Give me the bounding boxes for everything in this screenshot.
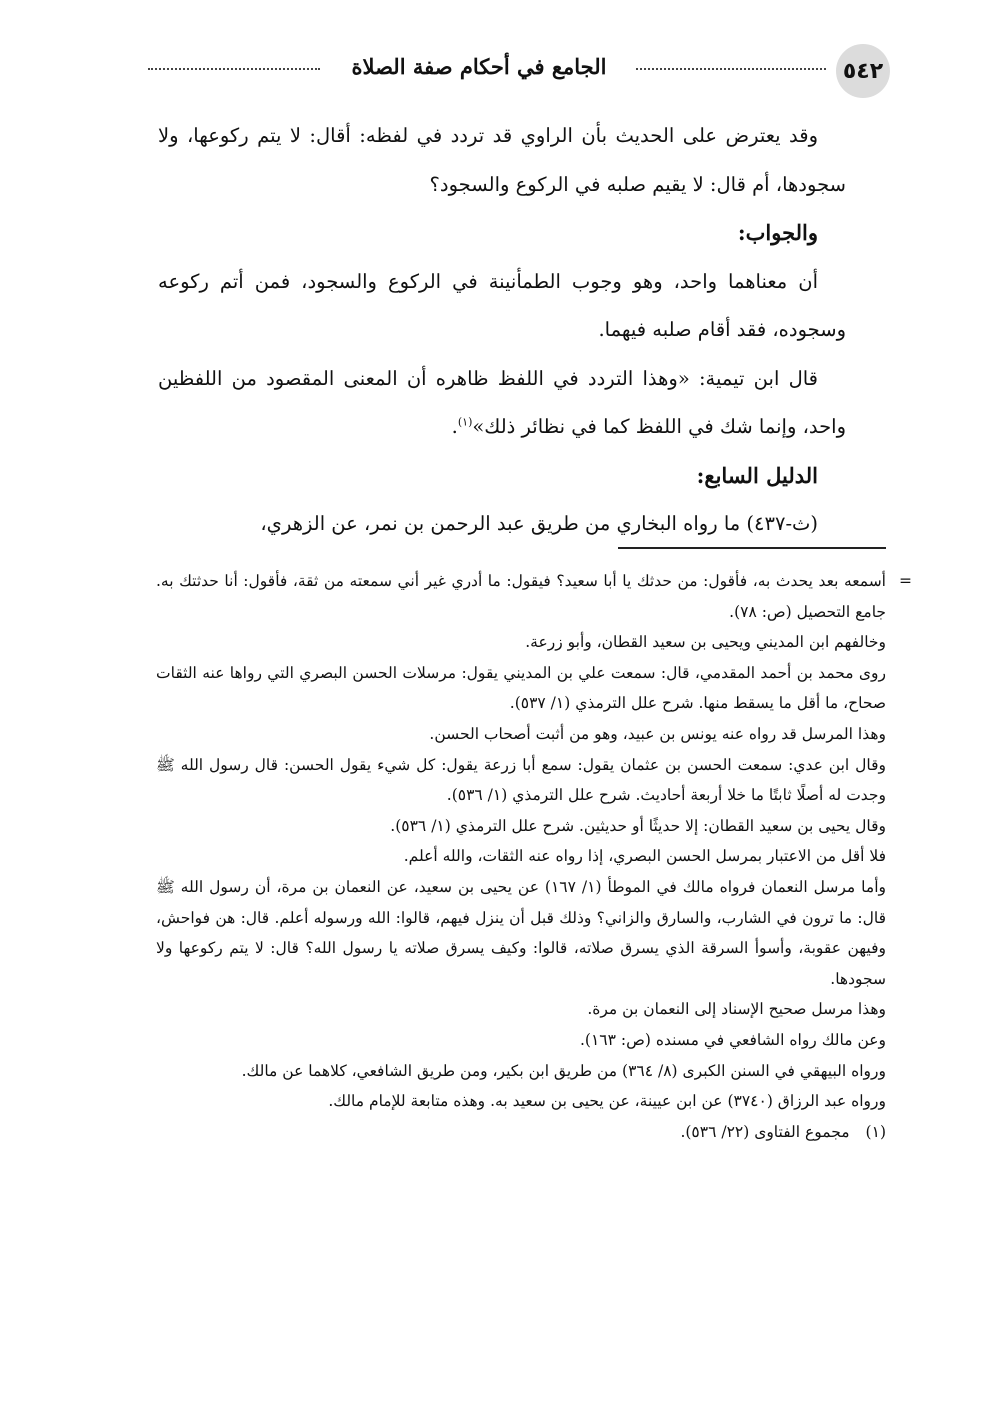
footnote-text: مجموع الفتاوى (٢٢/ ٥٣٦). <box>680 1122 850 1141</box>
continuation-marker: = <box>899 572 912 590</box>
main-text <box>158 112 846 549</box>
footnote-1 <box>156 1117 886 1148</box>
footnote-line: وأما مرسل النعمان فرواه مالك في الموطأ (١/ ١٦٧) عن يحيى بن سعيد، عن النعمان بن مرة، أن رسول الله ﷺ قال: ما ترون في الشارب، والسارق والزاني؟ وذلك قبل أن ينزل فيهم، قالوا: الله ورسوله أعلم. قال: هن فواحش، وفيهن عقوبة، وأسوأ السرقة الذي يسرق صلاته، قالوا: وكيف يسرق صلاته يا رسول الله؟ قال: لا يتم ركوعها ولا سجودها. <box>156 877 886 988</box>
section-heading: الدليل السابع: <box>696 462 818 488</box>
footnote-line: ورواه البيهقي في السنن الكبرى (٨/ ٣٦٤) من طريق ابن بكير، ومن طريق الشافعي، كلاهما عن مالك. <box>241 1061 886 1080</box>
footnote-line: روى محمد بن أحمد المقدمي، قال: سمعت علي بن المديني يقول: مرسلات الحسن البصري التي رواها عنه الثقات صحاح، ما أقل ما يسقط منها. شرح علل الترمذي (١/ ٥٣٧). <box>156 663 886 713</box>
answer-label: والجواب: <box>737 220 818 245</box>
footnote-line: وهذا مرسل صحيح الإسناد إلى النعمان بن مرة. <box>587 1000 886 1019</box>
footnote-line: وقال ابن عدي: سمعت الحسن بن عثمان يقول: سمع أبا زرعة يقول: كل شيء يقول الحسن: قال رسول الله ﷺ وجدت له أصلًا ثابتًا ما خلا أربعة أحاديث. شرح علل الترمذي (١/ ٥٣٦). <box>156 755 886 805</box>
footnote-number: (١) <box>865 1122 886 1141</box>
footnote-line-text: أسمعه بعد يحدث به، فأقول: من حدثك يا أبا سعيد؟ فيقول: ما أدري غير أني سمعته من ثقة، فأقول: أنا حدثتك به. جامع التحصيل (ص: ٧٨). <box>156 572 886 621</box>
header-dotted-rule-right <box>636 68 826 70</box>
page-header <box>140 44 890 96</box>
header-dotted-rule-left <box>148 68 320 70</box>
paragraph-objection: وقد يعترض على الحديث بأن الراوي قد تردد في لفظه: أقال: لا يتم ركوعها، ولا سجودها، أم قال: لا يقيم صلبه في الركوع والسجود؟ <box>158 124 846 196</box>
paragraph-ibn-taymiyyah <box>158 355 846 452</box>
page-number: ٥٤٢ <box>836 44 890 98</box>
quote-text: قال ابن تيمية: «وهذا التردد في اللفظ ظاهره أن المعنى المقصود من اللفظين واحد، وإنما شك في اللفظ كما في نظائر ذلك» <box>158 366 846 438</box>
footnote-line: ورواه عبد الرزاق (٣٧٤٠) عن ابن عيينة، عن يحيى بن سعيد به. وهذه متابعة للإمام مالك. <box>328 1092 886 1111</box>
paragraph-evidence: (ث-٤٣٧) ما رواه البخاري من طريق عبد الرحمن بن نمر، عن الزهري، <box>260 512 818 535</box>
footnote-separator <box>618 547 886 549</box>
footnotes <box>156 566 912 1147</box>
footnote-line <box>156 566 912 627</box>
book-title: الجامع في أحكام صفة الصلاة <box>351 54 607 79</box>
quote-end: . <box>451 415 458 438</box>
paragraph-answer: أن معناهما واحد، وهو وجوب الطمأنينة في الركوع والسجود، فمن أتم ركوعه وسجوده، فقد أقام صلبه فيهما. <box>158 269 846 341</box>
footnote-ref: (١) <box>457 415 473 429</box>
footnote-line: فلا أقل من الاعتبار بمرسل الحسن البصري، إذا رواه عنه الثقات، والله أعلم. <box>403 847 886 866</box>
footnote-line: وخالفهم ابن المديني ويحيى بن سعيد القطان، وأبو زرعة. <box>525 633 886 652</box>
footnote-line: وقال يحيى بن سعيد القطان: إلا حديثًا أو حديثين. شرح علل الترمذي (١/ ٥٣٦). <box>390 816 886 835</box>
footnote-line: وعن مالك رواه الشافعي في مسنده (ص: ١٦٣). <box>580 1030 886 1049</box>
footnote-line: وهذا المرسل قد رواه عنه يونس بن عبيد، وهو من أثبت أصحاب الحسن. <box>429 724 886 743</box>
